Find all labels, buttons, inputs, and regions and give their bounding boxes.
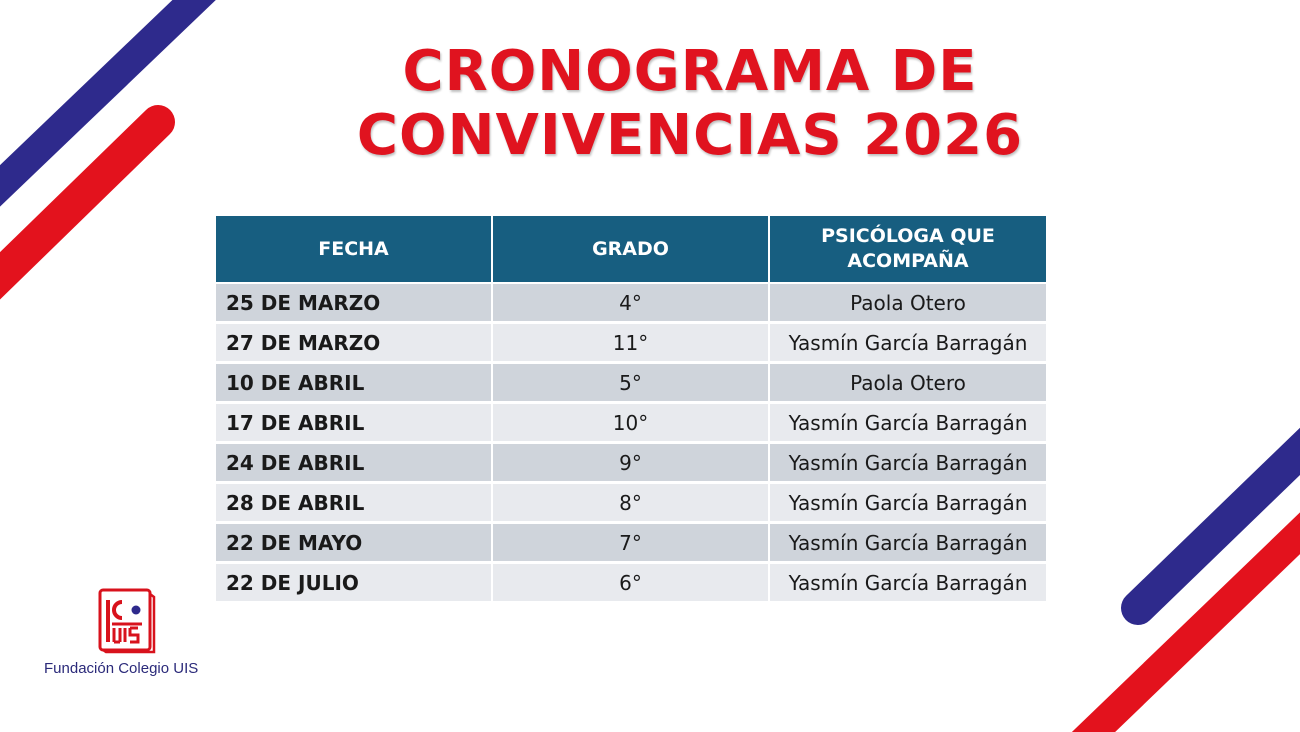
date-cell: 10 DE ABRIL (216, 363, 492, 403)
grade-cell: 7° (492, 523, 769, 563)
table-row (216, 283, 1046, 323)
psychologist-cell: Paola Otero (769, 363, 1046, 403)
page-title (300, 40, 1080, 168)
grade-cell: 6° (492, 563, 769, 603)
table-row (216, 363, 1046, 403)
column-header-grade: GRADO (492, 216, 769, 283)
date-cell: 24 DE ABRIL (216, 443, 492, 483)
date-cell: 17 DE ABRIL (216, 403, 492, 443)
psychologist-cell: Yasmín García Barragán (769, 443, 1046, 483)
fundacion-colegio-uis-logo-icon (98, 588, 156, 654)
date-cell: 22 DE JULIO (216, 563, 492, 603)
psychologist-cell: Yasmín García Barragán (769, 523, 1046, 563)
organization-name: Fundación Colegio UIS (44, 660, 199, 677)
column-header-psychologist-line-2: ACOMPAÑA (847, 250, 969, 272)
schedule-table (216, 216, 1046, 604)
table-row (216, 443, 1046, 483)
psychologist-cell: Paola Otero (769, 283, 1046, 323)
column-header-date: FECHA (216, 216, 492, 283)
table-row (216, 403, 1046, 443)
date-cell: 28 DE ABRIL (216, 483, 492, 523)
column-header-psychologist (769, 216, 1046, 283)
column-header-psychologist-line-1: PSICÓLOGA QUE (821, 225, 995, 247)
table-row (216, 563, 1046, 603)
date-cell: 27 DE MARZO (216, 323, 492, 363)
title-line-2: CONVIVENCIAS 2026 (356, 103, 1024, 168)
grade-cell: 8° (492, 483, 769, 523)
grade-cell: 11° (492, 323, 769, 363)
psychologist-cell: Yasmín García Barragán (769, 403, 1046, 443)
psychologist-cell: Yasmín García Barragán (769, 563, 1046, 603)
table-row (216, 323, 1046, 363)
table-row (216, 523, 1046, 563)
grade-cell: 10° (492, 403, 769, 443)
grade-cell: 4° (492, 283, 769, 323)
table-header-row (216, 216, 1046, 283)
table-row (216, 483, 1046, 523)
grade-cell: 5° (492, 363, 769, 403)
grade-cell: 9° (492, 443, 769, 483)
psychologist-cell: Yasmín García Barragán (769, 483, 1046, 523)
psychologist-cell: Yasmín García Barragán (769, 323, 1046, 363)
date-cell: 25 DE MARZO (216, 283, 492, 323)
title-line-1: CRONOGRAMA DE (402, 39, 978, 104)
stripe-bottom-right-blue (1138, 432, 1300, 608)
date-cell: 22 DE MAYO (216, 523, 492, 563)
